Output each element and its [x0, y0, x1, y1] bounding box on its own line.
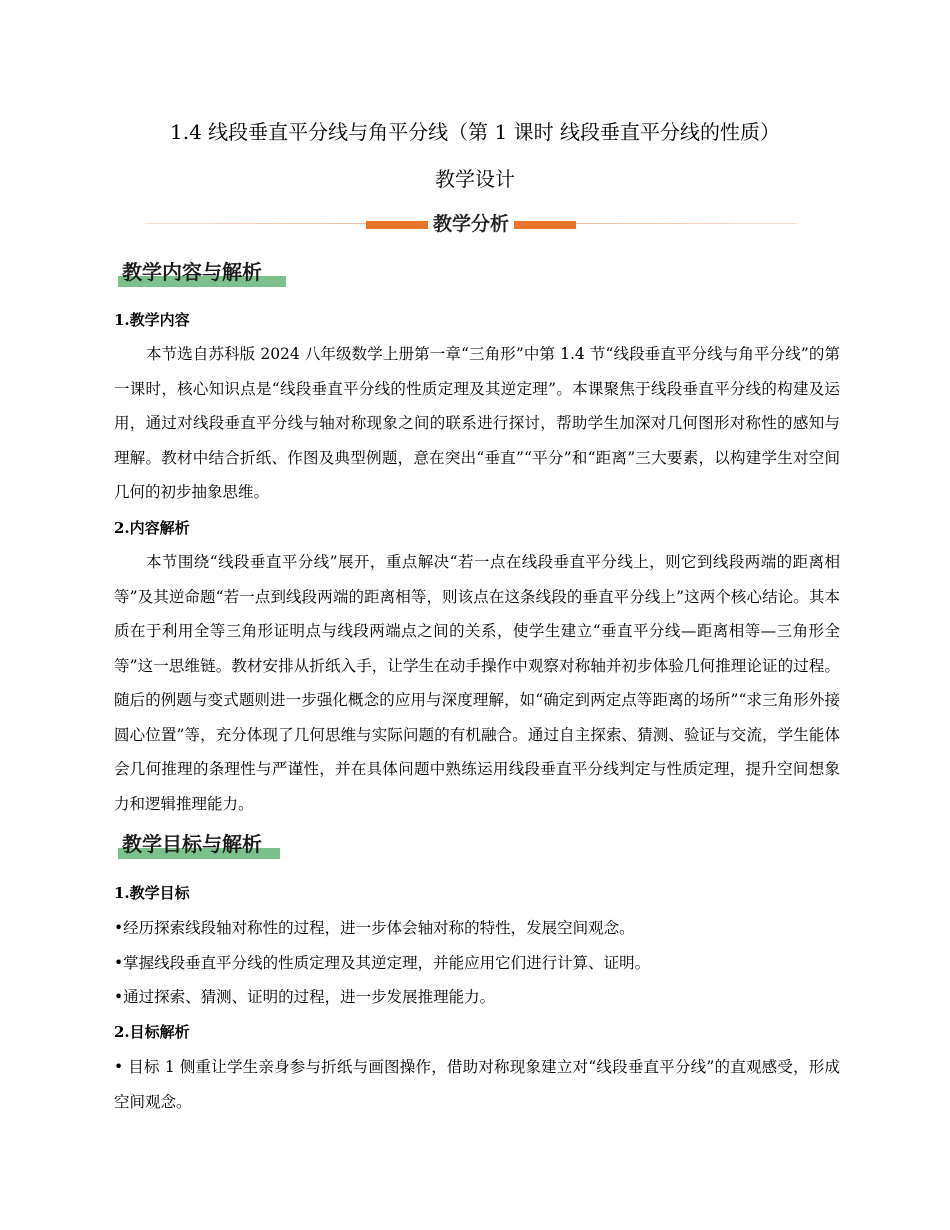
document-subtitle: 教学设计 — [435, 167, 515, 191]
paragraph-content-analysis: 本节围绕“线段垂直平分线”展开，重点解决“若一点在线段垂直平分线上，则它到线段两端的距离相等”及其逆命题“若一点到线段两端的距离相等，则该点在这条线段的垂直平分线上”这两个核心结论。其本质在于利用全等三角形证明点与线段两端点之间的关系，使学生建立“垂直平分线—距离相等—三角形全等”这一思维链。教材安排从折纸入手，让学生在动手操作中观察对称轴并初步体验几何推理论证的过程。随后的例题与变式题则进一步强化概念的应用与深度理解，如“确定到两定点等距离的场所”“求三角形外接圆心位置”等，充分体现了几何思维与实际问题的有机融合。通过自主探索、猜测、验证与交流，学生能体会几何推理的条理性与严谨性，并在具体问题中熟练运用线段垂直平分线判定与性质定理，提升空间想象力和逻辑推理能力。 — [114, 553, 840, 813]
objective-analysis-bullet: • 目标 1 侧重让学生亲身参与折纸与画图操作，借助对称现象建立对“线段垂直平分线”的直观感受，形成空间观念。 — [114, 1058, 840, 1111]
objective-bullet: •通过探索、猜测、证明的过程，进一步发展推理能力。 — [114, 988, 496, 1006]
subheading-objective-analysis: 2.目标解析 — [114, 1023, 190, 1041]
objective-bullet: •掌握线段垂直平分线的性质定理及其逆定理，并能应用它们进行计算、证明。 — [114, 954, 651, 972]
banner-bar-left — [366, 221, 428, 229]
section-heading-content — [118, 258, 262, 288]
paragraph-teaching-content: 本节选自苏科版 2024 八年级数学上册第一章“三角形”中第 1.4 节“线段垂直平分线与角平分线”的第一课时，核心知识点是“线段垂直平分线的性质定理及其逆定理”。本课聚焦于线段垂直平分线的构建及运用，通过对线段垂直平分线与轴对称现象之间的联系进行探讨，帮助学生加深对几何图形对称性的感知与理解。教材中结合折纸、作图及典型例题，意在突出“垂直”“平分”和“距离”三大要素，以构建学生对空间几何的初步抽象思维。 — [114, 345, 840, 501]
subheading-content-analysis: 2.内容解析 — [114, 519, 190, 537]
section-banner — [145, 212, 797, 236]
banner-label: 教学分析 — [428, 212, 514, 236]
objective-bullet: •经历探索线段轴对称性的过程，进一步体会轴对称的特性，发展空间观念。 — [114, 919, 635, 937]
subheading-teaching-content: 1.教学内容 — [114, 311, 190, 329]
banner-bar-right — [514, 221, 576, 229]
document-title: 1.4 线段垂直平分线与角平分线（第 1 课时 线段垂直平分线的性质） — [170, 120, 780, 144]
subheading-teaching-objectives: 1.教学目标 — [114, 884, 190, 902]
section-heading-text: 教学目标与解析 — [122, 832, 262, 856]
section-heading-text: 教学内容与解析 — [122, 260, 262, 284]
section-heading-objectives — [118, 830, 262, 860]
